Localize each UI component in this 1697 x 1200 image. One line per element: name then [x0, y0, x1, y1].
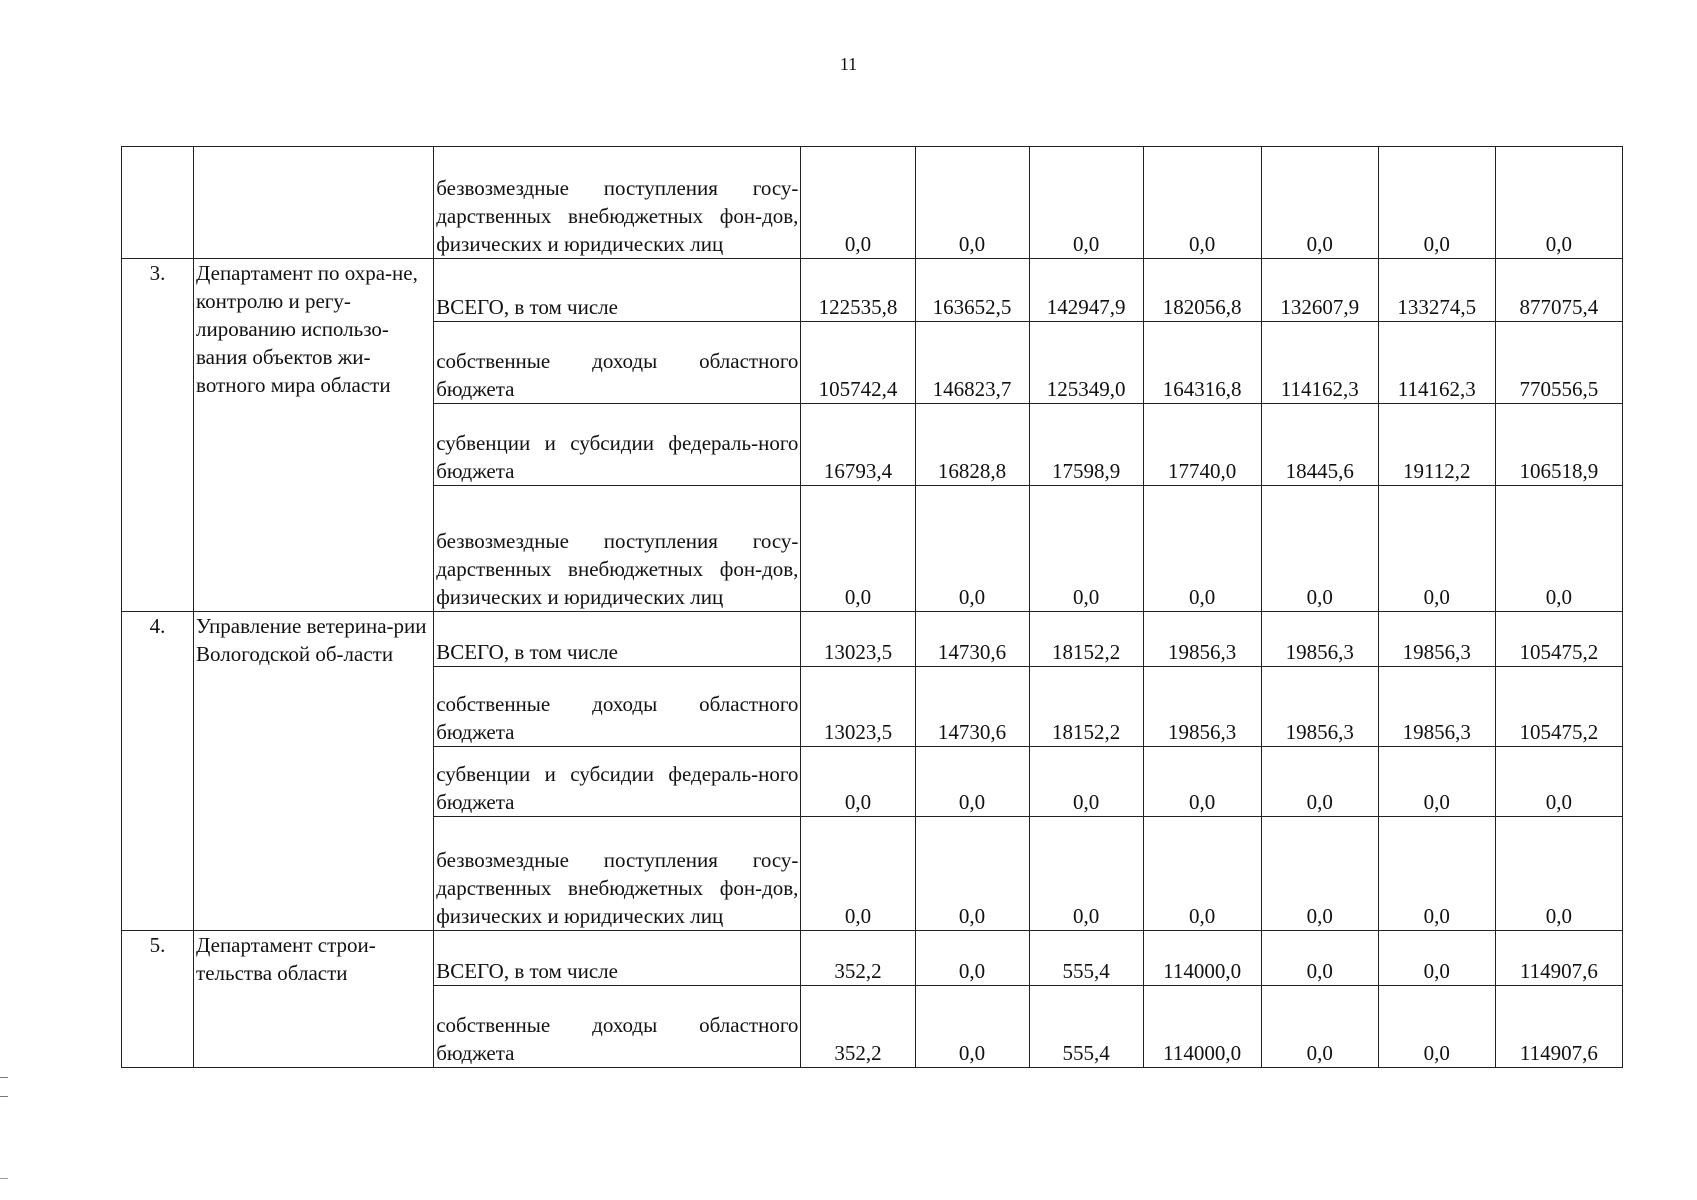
- amount-cell: 122535,8: [801, 259, 915, 322]
- amount-cell: 16828,8: [915, 404, 1029, 486]
- amount-cell: 142947,9: [1029, 259, 1143, 322]
- funding-source: собственные доходы областного бюджета: [434, 322, 801, 404]
- amount-cell: 0,0: [1495, 817, 1622, 931]
- amount-cell: 105475,2: [1495, 612, 1622, 667]
- amount-cell: 0,0: [1378, 747, 1495, 817]
- amount-cell: 19856,3: [1261, 667, 1378, 747]
- funding-source: безвозмездные поступления госу-дарственных внебюджетных фон-дов, физических и юридических лиц: [434, 486, 801, 612]
- amount-cell: 18445,6: [1261, 404, 1378, 486]
- amount-cell: 164316,8: [1143, 322, 1261, 404]
- amount-cell: 18152,2: [1029, 667, 1143, 747]
- amount-cell: 0,0: [1261, 486, 1378, 612]
- amount-cell: 0,0: [801, 817, 915, 931]
- amount-cell: 17740,0: [1143, 404, 1261, 486]
- table-row: [122, 612, 1623, 667]
- amount-cell: 133274,5: [1378, 259, 1495, 322]
- amount-cell: 0,0: [915, 931, 1029, 986]
- margin-mark: [0, 1077, 8, 1097]
- amount-cell: 114000,0: [1143, 986, 1261, 1068]
- table-row: [122, 931, 1623, 986]
- amount-cell: 19112,2: [1378, 404, 1495, 486]
- amount-cell: 163652,5: [915, 259, 1029, 322]
- amount-cell: 0,0: [1495, 486, 1622, 612]
- amount-cell: 877075,4: [1495, 259, 1622, 322]
- amount-cell: 0,0: [1143, 747, 1261, 817]
- amount-cell: 0,0: [1029, 147, 1143, 259]
- organization-name: Департамент по охра-не, контролю и регу-лированию использо-вания объектов жи-вотного мира области: [194, 259, 434, 612]
- amount-cell: 0,0: [1495, 147, 1622, 259]
- funding-source: субвенции и субсидии федераль-ного бюджета: [434, 747, 801, 817]
- amount-cell: 0,0: [1261, 986, 1378, 1068]
- amount-cell: 352,2: [801, 986, 915, 1068]
- amount-cell: 19856,3: [1378, 667, 1495, 747]
- amount-cell: 0,0: [915, 486, 1029, 612]
- amount-cell: 13023,5: [801, 612, 915, 667]
- amount-cell: 0,0: [1378, 817, 1495, 931]
- amount-cell: 0,0: [1378, 486, 1495, 612]
- amount-cell: 0,0: [915, 986, 1029, 1068]
- amount-cell: 0,0: [801, 486, 915, 612]
- amount-cell: 770556,5: [1495, 322, 1622, 404]
- amount-cell: 182056,8: [1143, 259, 1261, 322]
- section-number: 4.: [122, 612, 194, 931]
- budget-table: [121, 146, 1623, 1068]
- funding-source: субвенции и субсидии федераль-ного бюджета: [434, 404, 801, 486]
- amount-cell: 0,0: [1261, 931, 1378, 986]
- amount-cell: 0,0: [1378, 986, 1495, 1068]
- amount-cell: 19856,3: [1261, 612, 1378, 667]
- amount-cell: 0,0: [1029, 817, 1143, 931]
- table-row: [122, 147, 1623, 259]
- amount-cell: 0,0: [1495, 747, 1622, 817]
- amount-cell: 105475,2: [1495, 667, 1622, 747]
- funding-source: собственные доходы областного бюджета: [434, 986, 801, 1068]
- amount-cell: 0,0: [915, 147, 1029, 259]
- organization-name: Департамент строи-тельства области: [194, 931, 434, 1068]
- budget-table-body: [122, 147, 1623, 1068]
- amount-cell: 16793,4: [801, 404, 915, 486]
- amount-cell: 0,0: [1143, 486, 1261, 612]
- amount-cell: 17598,9: [1029, 404, 1143, 486]
- amount-cell: 0,0: [915, 817, 1029, 931]
- organization-name: Управление ветерина-рии Вологодской об-ласти: [194, 612, 434, 931]
- amount-cell: 555,4: [1029, 931, 1143, 986]
- amount-cell: 114907,6: [1495, 931, 1622, 986]
- amount-cell: 0,0: [1143, 147, 1261, 259]
- amount-cell: 19856,3: [1143, 612, 1261, 667]
- amount-cell: 19856,3: [1378, 612, 1495, 667]
- funding-source: безвозмездные поступления госу-дарственных внебюджетных фон-дов, физических и юридических лиц: [434, 147, 801, 259]
- amount-cell: 0,0: [801, 747, 915, 817]
- amount-cell: 14730,6: [915, 667, 1029, 747]
- amount-cell: 0,0: [1261, 747, 1378, 817]
- funding-source: собственные доходы областного бюджета: [434, 667, 801, 747]
- margin-mark: [0, 1178, 8, 1179]
- page-number: 11: [839, 54, 858, 74]
- amount-cell: 0,0: [1378, 147, 1495, 259]
- amount-cell: 146823,7: [915, 322, 1029, 404]
- funding-source: безвозмездные поступления госу-дарственных внебюджетных фон-дов, физических и юридических лиц: [434, 817, 801, 931]
- funding-source: ВСЕГО, в том числе: [434, 259, 801, 322]
- funding-source: ВСЕГО, в том числе: [434, 612, 801, 667]
- amount-cell: 114162,3: [1378, 322, 1495, 404]
- amount-cell: 555,4: [1029, 986, 1143, 1068]
- amount-cell: 14730,6: [915, 612, 1029, 667]
- table-row: [122, 259, 1623, 322]
- amount-cell: 105742,4: [801, 322, 915, 404]
- amount-cell: 352,2: [801, 931, 915, 986]
- amount-cell: 114162,3: [1261, 322, 1378, 404]
- section-number: 3.: [122, 259, 194, 612]
- amount-cell: 114907,6: [1495, 986, 1622, 1068]
- amount-cell: 0,0: [1029, 747, 1143, 817]
- amount-cell: 0,0: [1143, 817, 1261, 931]
- amount-cell: 0,0: [1029, 486, 1143, 612]
- amount-cell: 114000,0: [1143, 931, 1261, 986]
- amount-cell: 106518,9: [1495, 404, 1622, 486]
- amount-cell: 132607,9: [1261, 259, 1378, 322]
- section-number: 5.: [122, 931, 194, 1068]
- amount-cell: 0,0: [801, 147, 915, 259]
- organization-name: [194, 147, 434, 259]
- amount-cell: 0,0: [1261, 147, 1378, 259]
- amount-cell: 0,0: [1261, 817, 1378, 931]
- amount-cell: 0,0: [915, 747, 1029, 817]
- amount-cell: 125349,0: [1029, 322, 1143, 404]
- amount-cell: 0,0: [1378, 931, 1495, 986]
- amount-cell: 13023,5: [801, 667, 915, 747]
- amount-cell: 19856,3: [1143, 667, 1261, 747]
- funding-source: ВСЕГО, в том числе: [434, 931, 801, 986]
- amount-cell: 18152,2: [1029, 612, 1143, 667]
- section-number: [122, 147, 194, 259]
